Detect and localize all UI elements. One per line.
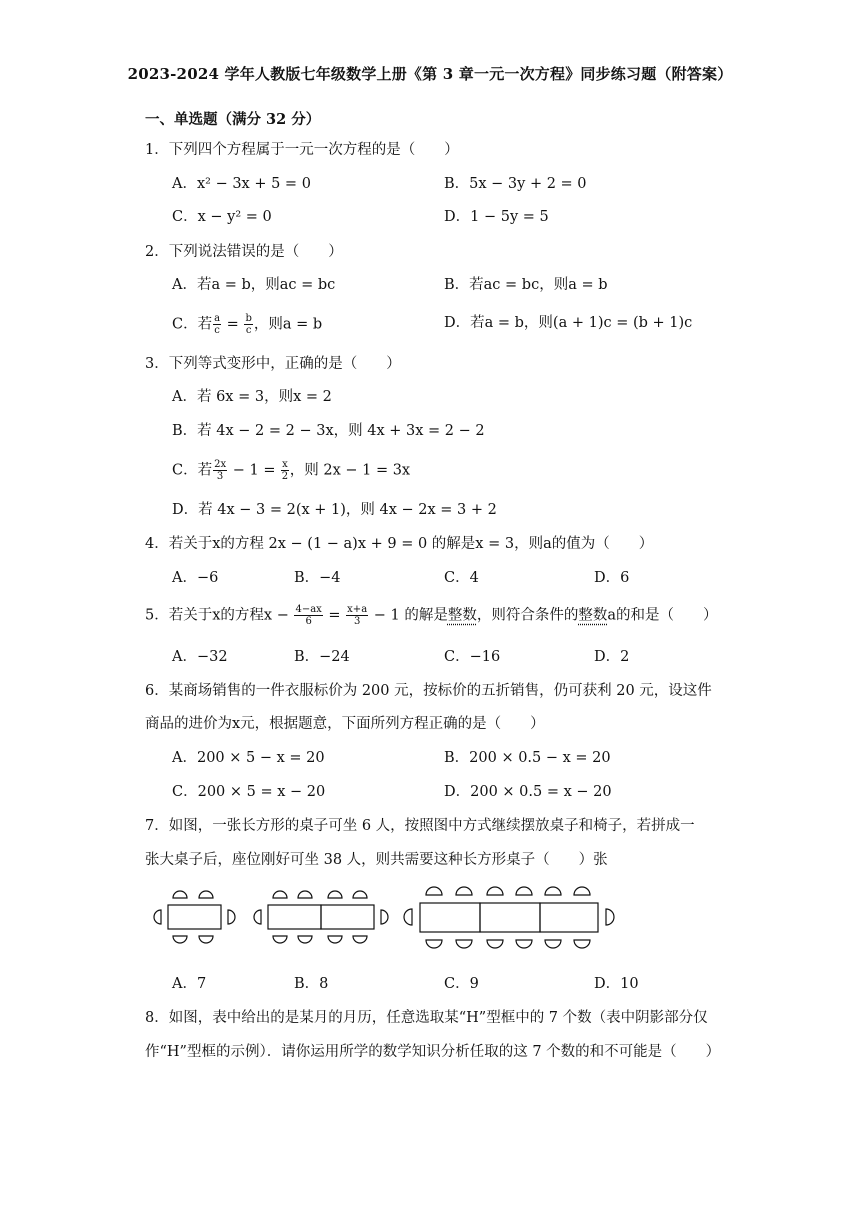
q2c-fraction-1 <box>213 313 221 336</box>
chair-icon <box>353 936 367 943</box>
q2-option-d: D．若a = b，则(a + 1)c = (b + 1)c <box>444 315 693 331</box>
q5-f1-numerator: 4−ax <box>295 604 322 615</box>
q5-stem-part1: − 1 的解是 <box>369 607 448 624</box>
q3c-f1-denominator: 3 <box>216 471 224 482</box>
q2c-f1-numerator: a <box>214 313 221 324</box>
question-7-stem-line2: 张大桌子后，座位刚好可坐 38 人，则共需要这种长方形桌子（ ）张 <box>145 852 608 868</box>
q5-stem-prefix: 5．若关于x的方程x − <box>145 607 294 624</box>
chair-icon <box>199 891 213 898</box>
q3c-f2-numerator: x <box>282 459 288 470</box>
q5-f2-denominator: 3 <box>353 616 361 627</box>
chair-icon <box>487 940 503 948</box>
table-rect <box>540 903 598 932</box>
section-heading: 一、单选题（满分 32 分） <box>145 111 321 128</box>
q7-option-c: C．9 <box>444 976 479 992</box>
q5-option-d: D．2 <box>594 649 630 665</box>
chair-icon <box>426 940 442 948</box>
q2-option-a: A．若a = b，则ac = bc <box>172 277 336 293</box>
chair-icon <box>298 891 312 898</box>
q1-option-a: A．x² − 3x + 5 = 0 <box>172 176 311 192</box>
q6-option-b: B．200 × 0.5 − x = 20 <box>444 750 611 766</box>
chair-icon <box>516 940 532 948</box>
three-table-arrangement <box>404 887 614 948</box>
chair-icon <box>426 887 442 895</box>
q5-stem-part2: ，则符合条件的 <box>476 607 579 624</box>
chair-icon <box>574 887 590 895</box>
chair-icon <box>353 891 367 898</box>
chair-icon <box>516 887 532 895</box>
chair-icon <box>328 891 342 898</box>
page-title: 2023-2024 学年人教版七年级数学上册《第 3 章一元一次方程》同步练习题（附答案） <box>127 65 733 83</box>
q7-option-d: D．10 <box>594 976 639 992</box>
q7-option-b: B．8 <box>294 976 329 992</box>
q4-option-c: C．4 <box>444 570 479 586</box>
q3-option-a: A．若 6x = 3，则x = 2 <box>172 389 332 405</box>
q2c-f2-numerator: b <box>245 313 252 324</box>
table-rect <box>168 905 221 929</box>
q3c-prefix: C．若 <box>172 462 213 479</box>
q3c-f2-denominator: 2 <box>281 471 289 482</box>
question-8-stem-line2: 作“H”型框的示例）．请你运用所学的数学知识分析任取的这 7 个数的和不可能是（ ） <box>145 1044 721 1060</box>
q3c-f1-numerator: 2x <box>214 459 227 470</box>
question-8-stem-line1: 8．如图，表中给出的是某月的月历，任意选取某“H”型框中的 7 个数（表中阴影部分仅 <box>145 1010 708 1026</box>
chair-icon <box>606 909 614 925</box>
chair-icon <box>328 936 342 943</box>
chair-icon <box>456 940 472 948</box>
q2c-prefix: C．若 <box>172 316 213 333</box>
q5-fraction-1 <box>294 604 322 627</box>
q3-option-b: B．若 4x − 2 = 2 − 3x，则 4x + 3x = 2 − 2 <box>172 423 485 439</box>
q5-stem-part3: a的和是（ ） <box>607 607 718 624</box>
q5-fraction-2 <box>346 604 368 627</box>
q3c-fraction-2 <box>281 459 289 482</box>
question-7-stem-line1: 7．如图，一张长方形的桌子可坐 6 人，按照图中方式继续摆放桌子和椅子，若拼成一 <box>145 818 695 834</box>
q4-option-b: B．−4 <box>294 570 341 586</box>
chair-icon <box>228 910 235 924</box>
q2-option-c <box>172 313 322 336</box>
one-table-arrangement <box>154 891 235 943</box>
q3-option-c <box>172 459 410 482</box>
chair-icon <box>545 887 561 895</box>
chair-icon <box>173 891 187 898</box>
q6-option-d: D．200 × 0.5 = x − 20 <box>444 784 612 800</box>
q5-option-a: A．−32 <box>172 649 228 665</box>
q2c-fraction-2 <box>244 313 252 336</box>
q5-option-b: B．−24 <box>294 649 350 665</box>
table-rect <box>321 905 374 929</box>
q2-option-b: B．若ac = bc，则a = b <box>444 277 608 293</box>
question-6-stem-line2: 商品的进价为x元，根据题意，下面所列方程正确的是（ ） <box>145 716 545 732</box>
chair-icon <box>487 887 503 895</box>
q3c-suffix: ，则 2x − 1 = 3x <box>289 462 411 479</box>
chair-icon <box>298 936 312 943</box>
question-5-stem <box>145 604 718 627</box>
q1-option-c: C．x − y² = 0 <box>172 209 272 225</box>
q5-emphasis-1: 整数 <box>447 607 477 624</box>
q3c-middle: − 1 = <box>228 462 281 479</box>
question-1-stem: 1．下列四个方程属于一元一次方程的是（ ） <box>145 142 459 158</box>
question-6-stem-line1: 6．某商场销售的一件衣服标价为 200 元，按标价的五折销售，仍可获利 20 元，设这件 <box>145 683 712 699</box>
q7-option-a: A．7 <box>172 976 207 992</box>
q3c-fraction-1 <box>213 459 227 482</box>
table-rect <box>420 903 480 932</box>
question-4-stem: 4．若关于x的方程 2x − (1 − a)x + 9 = 0 的解是x = 3，则a的值为（ ） <box>145 536 654 552</box>
q1-option-d: D．1 − 5y = 5 <box>444 209 549 225</box>
q5-f2-numerator: x+a <box>347 604 368 615</box>
q6-option-c: C．200 × 5 = x − 20 <box>172 784 326 800</box>
chair-icon <box>154 910 161 924</box>
q6-option-a: A．200 × 5 − x = 20 <box>172 750 325 766</box>
q4-option-a: A．−6 <box>172 570 219 586</box>
q2c-equals: = <box>222 316 244 333</box>
question-3-stem: 3．下列等式变形中，正确的是（ ） <box>145 356 401 372</box>
q5-option-c: C．−16 <box>444 649 501 665</box>
chair-icon <box>404 909 412 925</box>
q4-option-d: D．6 <box>594 570 630 586</box>
chair-icon <box>381 910 388 924</box>
table-arrangement-figure <box>145 876 645 956</box>
q2c-f2-denominator: c <box>245 325 252 336</box>
q1-option-b: B．5x − 3y + 2 = 0 <box>444 176 587 192</box>
q5-equals: = <box>323 607 346 624</box>
q3-option-d: D．若 4x − 3 = 2(x + 1)，则 4x − 2x = 3 + 2 <box>172 502 497 518</box>
q5-f1-denominator: 6 <box>305 616 312 627</box>
chair-icon <box>199 936 213 943</box>
chair-icon <box>254 910 261 924</box>
table-rect <box>268 905 321 929</box>
question-2-stem: 2．下列说法错误的是（ ） <box>145 244 343 260</box>
table-rect <box>480 903 540 932</box>
chair-icon <box>273 936 287 943</box>
chair-icon <box>456 887 472 895</box>
chair-icon <box>173 936 187 943</box>
chair-icon <box>545 940 561 948</box>
q2c-suffix: ，则a = b <box>253 316 323 333</box>
q5-emphasis-2: 整数 <box>578 607 608 624</box>
chair-icon <box>273 891 287 898</box>
two-table-arrangement <box>254 891 388 943</box>
q2c-f1-denominator: c <box>214 325 220 336</box>
chair-icon <box>574 940 590 948</box>
